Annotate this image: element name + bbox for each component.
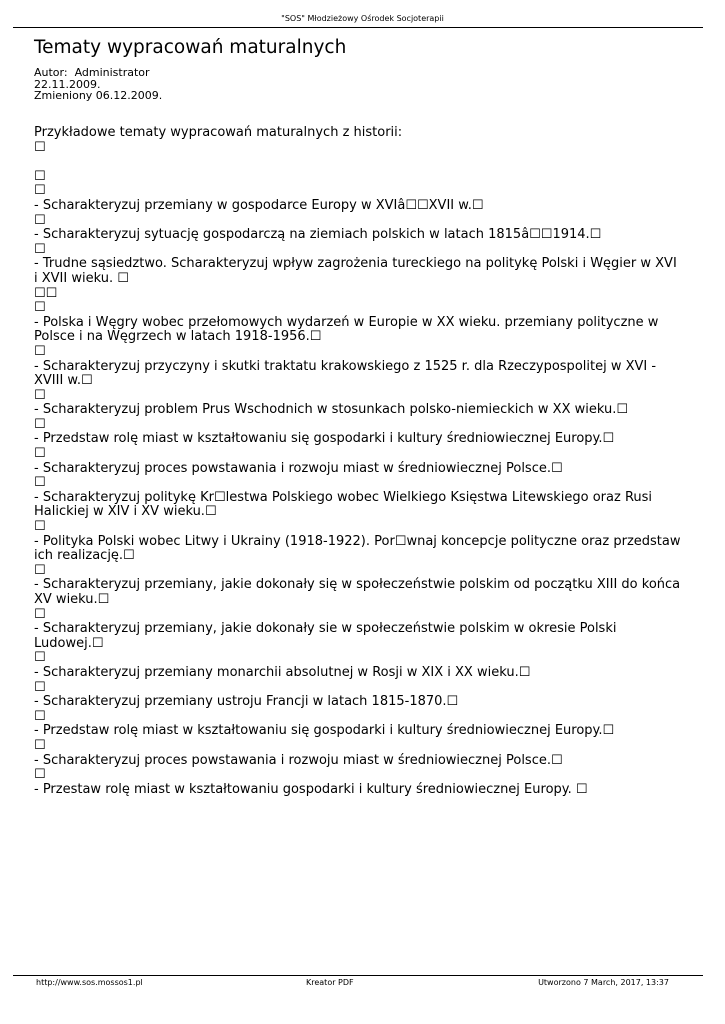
author-line: Autor: Administrator: [34, 66, 150, 79]
essay-topic: - Scharakteryzuj przemiany monarchii absolutnej w Rosji w XIX i XX wieku.☐: [34, 664, 531, 680]
created-date: 22.11.2009.: [34, 77, 101, 91]
footer-divider: [13, 975, 703, 976]
placeholder-glyph: ☐: [34, 343, 46, 359]
article-meta: [34, 67, 162, 102]
placeholder-glyph: ☐: [34, 708, 46, 724]
placeholder-glyph: ☐: [34, 168, 46, 184]
article-title: Tematy wypracowań maturalnych: [34, 37, 347, 58]
essay-topic: - Scharakteryzuj sytuację gospodarczą na ziemiach polskich w latach 1815â☐☐1914.☐: [34, 227, 602, 243]
placeholder-glyph: ☐: [34, 562, 46, 578]
blank-line: [34, 155, 684, 170]
essay-topic: - Scharakteryzuj przemiany w gospodarce Europy w XVIâ☐☐XVII w.☐: [34, 197, 484, 213]
placeholder-glyph: ☐: [34, 475, 46, 491]
placeholder-glyph: ☐: [34, 241, 46, 257]
placeholder-glyph: ☐: [34, 519, 46, 535]
placeholder-glyph: ☐: [34, 139, 46, 155]
essay-topic: - Scharakteryzuj przyczyny i skutki traktatu krakowskiego z 1525 r. dla Rzeczypospolitej w XVI - XVIII w.☐: [34, 358, 657, 389]
placeholder-glyph: ☐: [34, 446, 46, 462]
essay-topic: - Scharakteryzuj politykę Kr☐lestwa Polskiego wobec Wielkiego Księstwa Litewskiego oraz Rusi Halickiej w XIV i XV wieku.☐: [34, 489, 653, 520]
footer-created: Utworzono 7 March, 2017, 13:37: [538, 978, 669, 987]
essay-topic: - Przedstaw rolę miast w kształtowaniu się gospodarki i kultury średniowiecznej Europy.☐: [34, 431, 615, 447]
placeholder-glyph: ☐: [34, 650, 46, 666]
placeholder-glyph: ☐: [34, 679, 46, 695]
modified-date: Zmieniony 06.12.2009.: [34, 89, 163, 102]
placeholder-glyph: ☐: [34, 606, 46, 622]
essay-topic: - Scharakteryzuj proces powstawania i rozwoju miast w średniowiecznej Polsce.☐: [34, 460, 563, 476]
page-header: "SOS" Młodzieżowy Ośrodek Socjoterapii: [281, 14, 444, 23]
essay-topic: - Trudne sąsiedztwo. Scharakteryzuj wpływ zagrożenia tureckiego na politykę Polski i Węgier w XVI i XVII wieku. ☐: [34, 256, 677, 286]
essay-topic: - Polityka Polski wobec Litwy i Ukrainy (1918-1922). Por☐wnaj koncepcje polityczne oraz przedstaw ich realizację.☐: [34, 533, 681, 564]
essay-topic: - Polska i Węgry wobec przełomowych wydarzeń w Europie w XX wieku. przemiany polityczne w Polsce i na Węgrzech w latach 1918-1956.☐: [34, 314, 659, 345]
placeholder-glyph: ☐: [34, 767, 46, 783]
header-divider: [13, 27, 703, 28]
essay-topic: - Scharakteryzuj przemiany, jakie dokonały się w społeczeństwie polskim od początku XIII do końca XV wieku.☐: [34, 577, 681, 607]
intro-line: Przykładowe tematy wypracowań maturalnych z historii:: [34, 125, 403, 140]
placeholder-glyph: ☐: [34, 387, 46, 403]
footer-url: http://www.sos.mossos1.pl: [36, 978, 143, 987]
placeholder-glyph: ☐: [34, 183, 46, 199]
placeholder-glyph: ☐: [34, 212, 46, 228]
placeholder-glyph: ☐: [34, 737, 46, 753]
placeholder-glyph: ☐: [34, 416, 46, 432]
essay-topic: - Przedstaw rolę miast w kształtowaniu się gospodarki i kultury średniowiecznej Europy.☐: [34, 723, 615, 739]
essay-topic: - Scharakteryzuj problem Prus Wschodnich w stosunkach polsko-niemieckich w XX wieku.☐: [34, 402, 629, 418]
footer-generator: Kreator PDF: [306, 978, 354, 987]
article-body: [34, 126, 684, 797]
essay-topic: - Scharakteryzuj proces powstawania i rozwoju miast w średniowiecznej Polsce.☐: [34, 752, 563, 768]
placeholder-glyph: ☐☐: [34, 285, 58, 301]
placeholder-glyph: ☐: [34, 300, 46, 316]
essay-topic: - Przestaw rolę miast w kształtowaniu gospodarki i kultury średniowiecznej Europy. ☐: [34, 781, 588, 797]
essay-topic: - Scharakteryzuj przemiany ustroju Francji w latach 1815-1870.☐: [34, 694, 459, 710]
essay-topic: - Scharakteryzuj przemiany, jakie dokonały sie w społeczeństwie polskim w okresie Polski Ludowej.☐: [34, 621, 617, 651]
